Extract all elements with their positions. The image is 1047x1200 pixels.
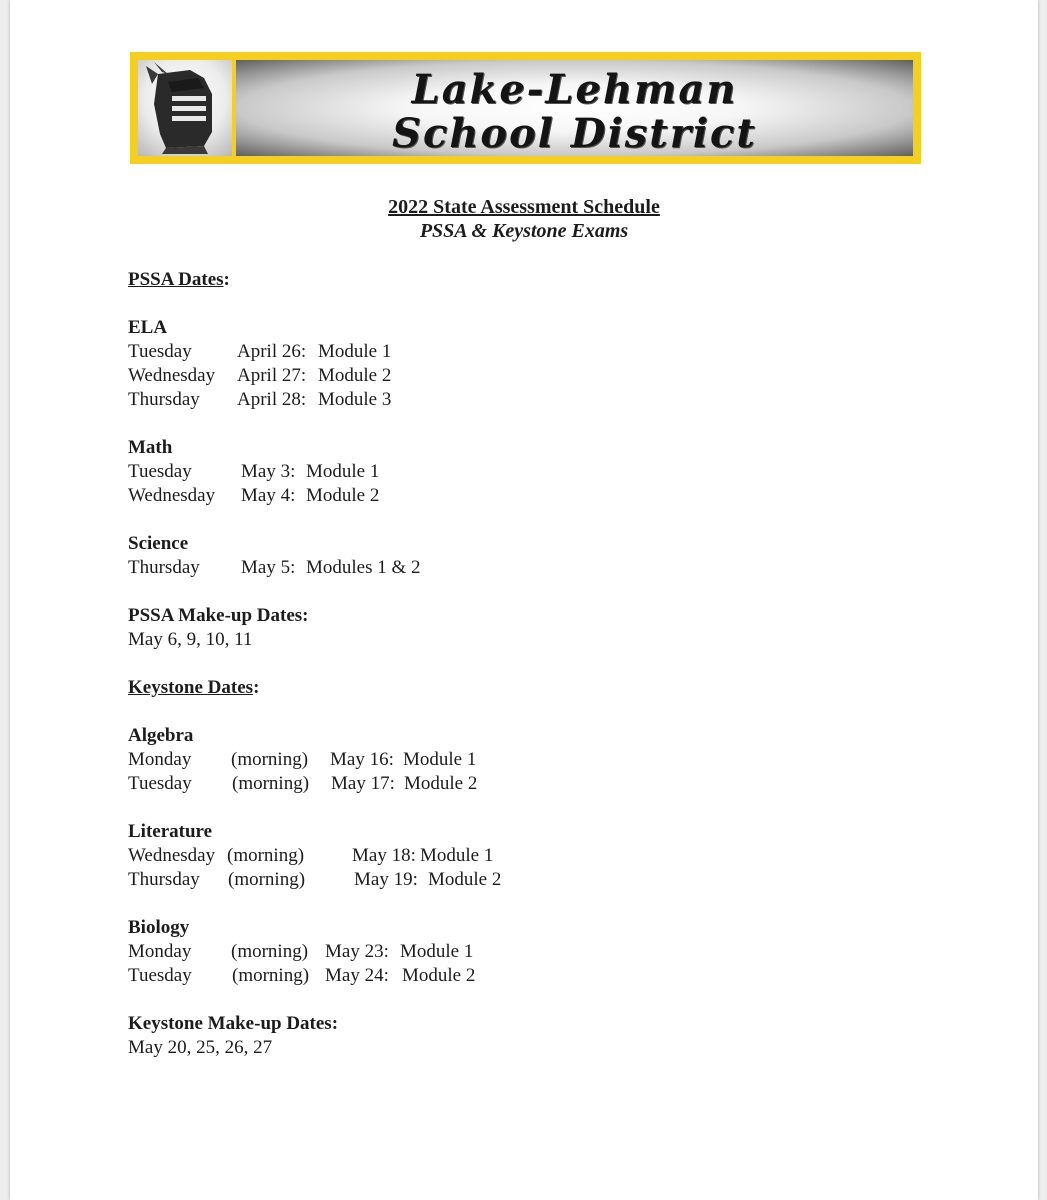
date-cell: April 28:: [237, 389, 307, 410]
keystone-algebra-group: [128, 724, 928, 796]
day-cell: Wednesday: [128, 365, 216, 386]
subject-heading: Literature: [128, 821, 213, 842]
day-cell: Monday: [128, 941, 192, 962]
pssa-math-group: [128, 436, 928, 508]
pssa-heading-text: PSSA Dates: [128, 269, 224, 290]
schedule-row: [128, 748, 928, 772]
keystone-makeup-dates: May 20, 25, 26, 27: [128, 1037, 273, 1058]
module-cell: Module 2: [306, 485, 380, 506]
subject-heading: Science: [128, 533, 189, 554]
date-cell: May 17:: [331, 773, 395, 794]
page-subtitle: PSSA & Keystone Exams: [419, 220, 629, 242]
day-cell: Tuesday: [128, 461, 192, 482]
module-cell: Module 3: [318, 389, 392, 410]
pssa-ela-group: [128, 316, 928, 412]
keystone-heading: [128, 676, 928, 700]
subject-heading: Algebra: [128, 725, 194, 746]
day-cell: Thursday: [128, 869, 200, 890]
date-cell: April 27:: [237, 365, 307, 386]
date-cell: May 3:: [241, 461, 296, 482]
schedule-row: [128, 484, 928, 508]
schedule-row: [128, 556, 928, 580]
time-cell: (morning): [232, 965, 310, 986]
schedule-row: [128, 364, 928, 388]
keystone-biology-group: [128, 916, 928, 988]
module-cell: Module 2: [318, 365, 392, 386]
schedule-row: [128, 844, 928, 868]
day-cell: Tuesday: [128, 341, 192, 362]
module-cell: Module 1: [306, 461, 380, 482]
time-cell: (morning): [232, 773, 310, 794]
time-cell: (morning): [231, 941, 309, 962]
day-cell: Wednesday: [128, 485, 216, 506]
keystone-heading-text: Keystone Dates: [128, 677, 254, 698]
pssa-makeup-group: [128, 604, 928, 652]
day-cell: Tuesday: [128, 965, 192, 986]
banner-district-type: School District: [392, 110, 757, 156]
day-cell: Monday: [128, 749, 192, 770]
date-cell: May 5:: [241, 557, 296, 578]
day-cell: Thursday: [128, 389, 200, 410]
module-cell: Module 2: [402, 965, 476, 986]
date-cell: May 19:: [354, 869, 418, 890]
schedule-row: [128, 940, 928, 964]
time-cell: (morning): [231, 749, 309, 770]
keystone-literature-group: [128, 820, 928, 892]
module-cell: Module 2: [404, 773, 478, 794]
day-cell: Tuesday: [128, 773, 192, 794]
schedule-row: [128, 868, 928, 892]
schedule-row: [128, 460, 928, 484]
schedule-row: [128, 964, 928, 988]
date-cell: May 4:: [241, 485, 296, 506]
district-banner: [130, 52, 921, 164]
date-cell: May 16:: [330, 749, 394, 770]
keystone-heading-colon: :: [253, 677, 260, 698]
module-cell: Module 1: [400, 941, 474, 962]
date-cell: May 23:: [325, 941, 389, 962]
subject-heading: Math: [128, 437, 173, 458]
schedule-row: [128, 772, 928, 796]
pssa-makeup-dates: May 6, 9, 10, 11: [128, 629, 253, 650]
pssa-makeup-heading: PSSA Make-up Dates:: [128, 605, 309, 626]
banner-text-area: [236, 60, 913, 156]
time-cell: (morning): [227, 845, 305, 866]
schedule-content: [128, 268, 928, 1084]
time-cell: (morning): [228, 869, 306, 890]
pssa-heading-colon: :: [223, 269, 230, 290]
date-cell: April 26:: [237, 341, 307, 362]
schedule-row: [128, 388, 928, 412]
day-cell: Wednesday: [128, 845, 216, 866]
date-cell: May 18:: [352, 845, 416, 866]
pssa-science-group: [128, 532, 928, 580]
module-cell: Modules 1 & 2: [306, 557, 421, 578]
keystone-makeup-group: [128, 1012, 928, 1060]
day-cell: Thursday: [128, 557, 200, 578]
keystone-makeup-heading: Keystone Make-up Dates:: [128, 1013, 339, 1034]
module-cell: Module 2: [428, 869, 502, 890]
module-cell: Module 1: [420, 845, 494, 866]
page-title: 2022 State Assessment Schedule: [388, 196, 660, 218]
knight-helmet-icon: [138, 60, 232, 156]
module-cell: Module 1: [318, 341, 392, 362]
schedule-row: [128, 340, 928, 364]
pssa-heading: [128, 268, 928, 292]
subject-heading: Biology: [128, 917, 190, 938]
module-cell: Module 1: [403, 749, 477, 770]
subject-heading: ELA: [128, 317, 168, 338]
banner-district-name: Lake-Lehman: [411, 66, 738, 113]
document-page: [10, 0, 1038, 1200]
date-cell: May 24:: [325, 965, 389, 986]
